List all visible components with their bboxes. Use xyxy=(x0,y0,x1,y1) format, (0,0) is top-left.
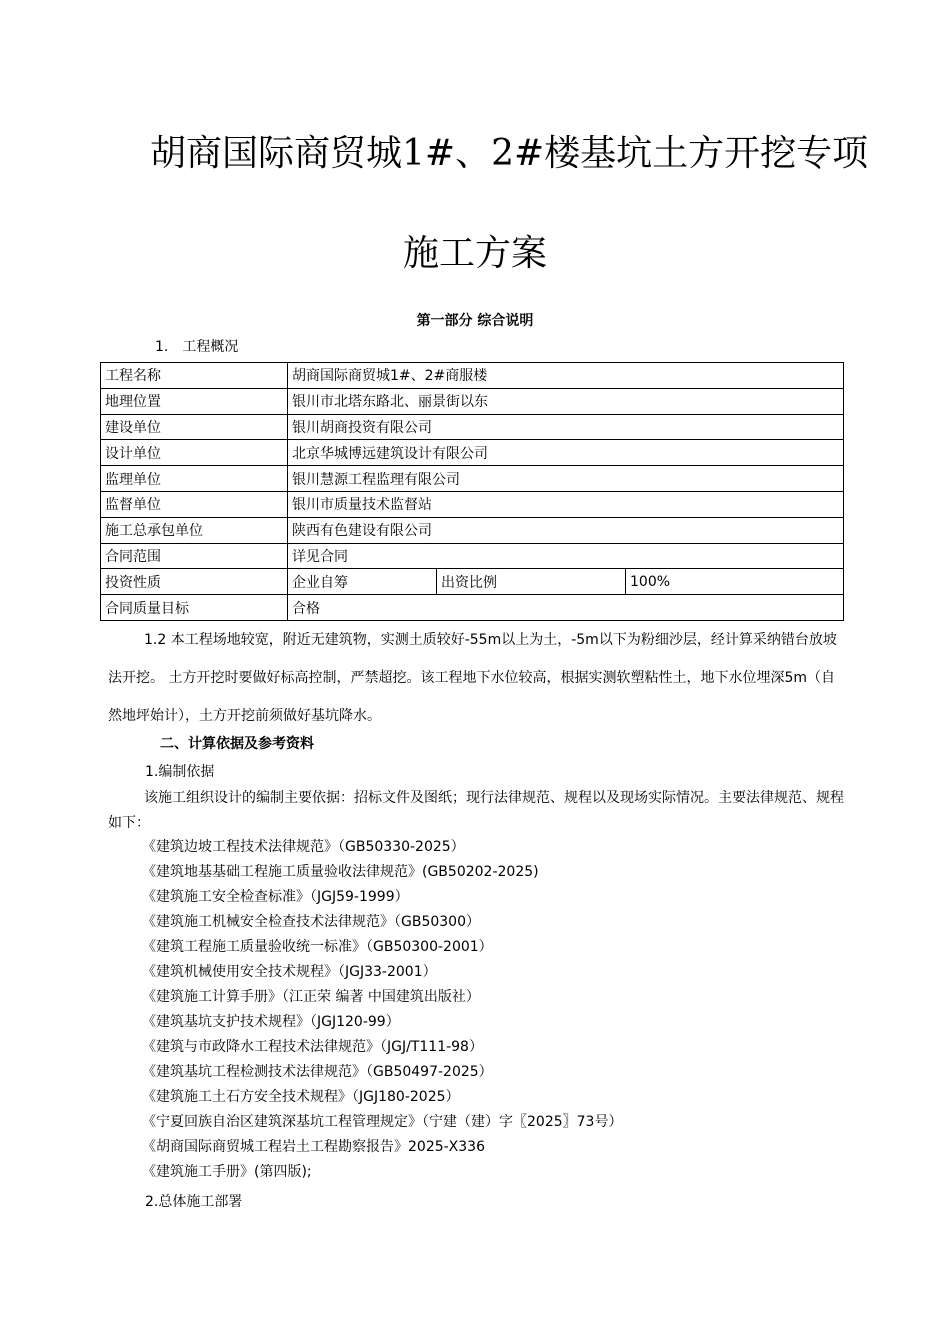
table-label: 地理位置 xyxy=(101,388,288,414)
table-value: 银川胡商投资有限公司 xyxy=(288,414,844,440)
table-label: 出资比例 xyxy=(437,569,626,595)
table-value: 银川市质量技术监督站 xyxy=(288,491,844,517)
reference-list xyxy=(142,835,622,1185)
table-label: 监督单位 xyxy=(101,491,288,517)
table-value: 银川市北塔东路北、丽景街以东 xyxy=(288,388,844,414)
project-overview-table xyxy=(100,362,844,621)
table-value: 详见合同 xyxy=(288,543,844,569)
table-row xyxy=(101,414,844,440)
section2-heading: 二、计算依据及参考资料 xyxy=(160,736,314,752)
section1-number: 1. xyxy=(155,339,169,355)
list-item: 《建筑基坑工程检测技术法律规范》（GB50497-2025） xyxy=(142,1064,493,1080)
list-item: 《宁夏回族自治区建筑深基坑工程管理规定》（宁建（建）字〖2025〗73号） xyxy=(142,1114,623,1130)
list-item: 《建筑施工土石方安全技术规程》（JGJ180-2025） xyxy=(142,1089,460,1105)
document-title-line1: 胡商国际商贸城1#、2#楼基坑土方开挖专项 xyxy=(150,133,869,174)
table-value: 合格 xyxy=(288,595,844,621)
list-item: 《建筑地基基础工程施工质量验收法律规范》(GB50202-2025) xyxy=(142,864,539,880)
table-value: 银川慧源工程监理有限公司 xyxy=(288,466,844,492)
table-label: 合同范围 xyxy=(101,543,288,569)
list-item: 《建筑施工安全检查标准》（JGJ59-1999） xyxy=(142,889,409,905)
table-row xyxy=(101,363,844,389)
list-item: 《建筑施工手册》(第四版); xyxy=(142,1164,312,1180)
table-value: 北京华城博远建筑设计有限公司 xyxy=(288,440,844,466)
table-row xyxy=(101,517,844,543)
list-item: 《建筑机械使用安全技术规程》（JGJ33-2001） xyxy=(142,964,437,980)
list-item: 《胡商国际商贸城工程岩土工程勘察报告》2025-X336 xyxy=(142,1139,485,1155)
table-label: 施工总承包单位 xyxy=(101,517,288,543)
table-label: 投资性质 xyxy=(101,569,288,595)
section1-heading xyxy=(155,336,238,358)
table-row-investment xyxy=(101,569,844,595)
list-item: 《建筑施工机械安全检查技术法律规范》（GB50300） xyxy=(142,914,480,930)
table-label: 监理单位 xyxy=(101,466,288,492)
table-row xyxy=(101,491,844,517)
list-item: 《建筑工程施工质量验收统一标准》（GB50300-2001） xyxy=(142,939,493,955)
list-item: 《建筑基坑支护技术规程》（JGJ120-99） xyxy=(142,1014,400,1030)
table-value: 陕西有色建设有限公司 xyxy=(288,517,844,543)
compilation-basis-paragraph: 该施工组织设计的编制主要依据：招标文件及图纸；现行法律规范、规程以及现场实际情况。主要法律规范、规程如下： xyxy=(108,790,844,831)
document-title-line2: 施工方案 xyxy=(402,233,547,274)
section1-title: 工程概况 xyxy=(182,339,239,355)
table-value: 胡商国际商贸城1#、2#商服楼 xyxy=(288,363,844,389)
table-label: 设计单位 xyxy=(101,440,288,466)
table-row xyxy=(101,595,844,621)
table-value: 100% xyxy=(626,569,844,595)
table-label: 工程名称 xyxy=(101,363,288,389)
table-label: 建设单位 xyxy=(101,414,288,440)
table-row xyxy=(101,388,844,414)
table-label: 合同质量目标 xyxy=(101,595,288,621)
list-item: 《建筑边坡工程技术法律规范》（GB50330-2025） xyxy=(142,839,465,855)
table-row xyxy=(101,543,844,569)
table-row xyxy=(101,440,844,466)
table-row xyxy=(101,466,844,492)
table-value: 企业自筹 xyxy=(288,569,437,595)
list-item: 《建筑施工计算手册》（江正荣 编著 中国建筑出版社） xyxy=(142,989,480,1005)
part-heading: 第一部分 综合说明 xyxy=(416,313,534,329)
paragraph-1-2: 1.2 本工程场地较宽，附近无建筑物，实测土质较好-55m以上为土，-5m以下为粉细沙层，经计算采纳错台放坡法开挖。 土方开挖时要做好标高控制，严禁超挖。该工程地下水位较高，根据实测软塑粘性土，地下水位埋深5m（自然地坪始计），土方开挖前须做好基坑降水。 xyxy=(108,632,837,724)
subsection-compilation-basis: 1.编制依据 xyxy=(145,764,215,780)
list-item: 《建筑与市政降水工程技术法律规范》（JGJ/T111-98） xyxy=(142,1039,483,1055)
subsection-overall-deployment: 2.总体施工部署 xyxy=(145,1194,243,1210)
